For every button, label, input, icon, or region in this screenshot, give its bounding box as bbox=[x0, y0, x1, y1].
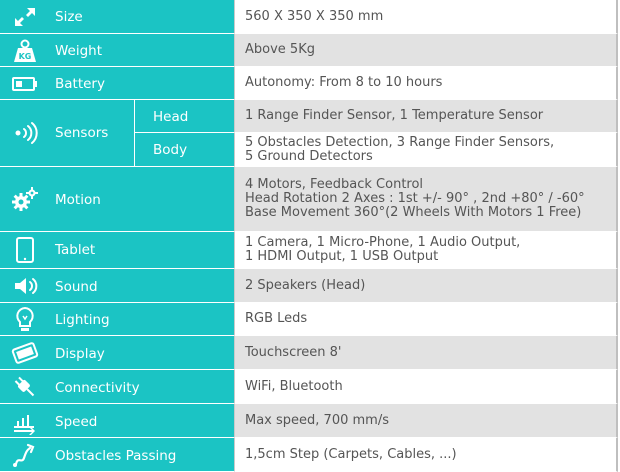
spec-value-display bbox=[234, 336, 618, 370]
spec-value-sound bbox=[234, 269, 618, 303]
value-text: RGB Leds bbox=[245, 311, 308, 326]
spec-row-battery bbox=[0, 67, 620, 100]
category-size bbox=[0, 0, 234, 34]
speed-icon bbox=[10, 406, 40, 436]
spec-value-lighting bbox=[234, 303, 618, 336]
spec-value-speed bbox=[234, 404, 618, 438]
value-text: 560 X 350 X 350 mm bbox=[245, 8, 384, 24]
subcategory-head bbox=[134, 100, 234, 133]
plug-icon bbox=[10, 372, 40, 402]
spec-value-size bbox=[234, 0, 618, 34]
gears-icon bbox=[10, 185, 40, 215]
category-motion bbox=[0, 167, 234, 232]
value-text: 2 Speakers (Head) bbox=[245, 277, 366, 293]
spec-value-battery bbox=[234, 67, 618, 100]
value-text: 1,5cm Step (Carpets, Cables, ...) bbox=[245, 446, 457, 462]
category-tablet bbox=[0, 232, 234, 269]
sensor-waves-icon bbox=[10, 118, 40, 148]
category-weight bbox=[0, 34, 234, 67]
subcategory-label: Head bbox=[153, 109, 189, 125]
category-label: Weight bbox=[55, 43, 103, 59]
category-label: Sensors bbox=[55, 125, 109, 141]
category-speed bbox=[0, 404, 234, 438]
value-text: 1 Camera, 1 Micro-Phone, 1 Audio Output, bbox=[245, 235, 521, 250]
category-lighting bbox=[0, 303, 234, 336]
value-text: WiFi, Bluetooth bbox=[245, 378, 343, 394]
spec-value-obstacles bbox=[234, 438, 618, 472]
category-sensors bbox=[0, 100, 134, 167]
category-label: Speed bbox=[55, 414, 98, 430]
category-label: Display bbox=[55, 346, 105, 362]
category-battery bbox=[0, 67, 234, 100]
spec-row-lighting bbox=[0, 303, 620, 336]
svg-text:KG: KG bbox=[18, 52, 32, 61]
value-text: Touchscreen 8' bbox=[245, 344, 342, 360]
value-text: Autonomy: From 8 to 10 hours bbox=[245, 75, 443, 90]
weight-icon bbox=[10, 36, 40, 66]
value-text: 4 Motors, Feedback Control bbox=[245, 177, 424, 192]
category-label: Lighting bbox=[55, 312, 110, 328]
tablet-icon bbox=[10, 235, 40, 265]
spec-row-speed bbox=[0, 404, 620, 438]
value-text: Head Rotation 2 Axes : 1st +/- 90° , 2nd +80° / -60° bbox=[245, 191, 585, 206]
spec-row-size bbox=[0, 0, 620, 34]
category-label: Motion bbox=[55, 192, 101, 208]
value-text: 1 Range Finder Sensor, 1 Temperature Sensor bbox=[245, 108, 544, 123]
spec-value-weight bbox=[234, 34, 618, 67]
subcategory-body bbox=[134, 133, 234, 167]
category-display bbox=[0, 336, 234, 370]
value-text: 5 Ground Detectors bbox=[245, 148, 373, 164]
value-text: Above 5Kg bbox=[245, 42, 315, 57]
speaker-icon bbox=[10, 271, 40, 301]
category-connectivity bbox=[0, 370, 234, 404]
value-text: Max speed, 700 mm/s bbox=[245, 412, 389, 428]
display-icon bbox=[10, 338, 40, 368]
category-label: Sound bbox=[55, 279, 98, 295]
category-obstacles bbox=[0, 438, 234, 472]
spec-value-sensors-body bbox=[234, 133, 618, 167]
spec-row-motion bbox=[0, 167, 620, 232]
spec-row-connectivity bbox=[0, 370, 620, 404]
spec-row-sensors bbox=[0, 100, 620, 167]
subcategory-label: Body bbox=[153, 142, 188, 158]
category-label: Size bbox=[55, 9, 83, 25]
spec-row-obstacles bbox=[0, 438, 620, 472]
spec-value-motion bbox=[234, 167, 618, 232]
spec-row-tablet bbox=[0, 232, 620, 269]
spec-row-sound bbox=[0, 269, 620, 303]
spec-row-display bbox=[0, 336, 620, 370]
category-sound bbox=[0, 269, 234, 303]
resize-arrows-icon bbox=[10, 2, 40, 32]
spec-value-tablet bbox=[234, 232, 618, 269]
lightbulb-icon bbox=[10, 304, 40, 334]
category-label: Connectivity bbox=[55, 380, 140, 396]
value-text: 1 HDMI Output, 1 USB Output bbox=[245, 249, 439, 264]
spec-value-sensors-head bbox=[234, 100, 618, 133]
category-label: Battery bbox=[55, 76, 105, 92]
value-text: 5 Obstacles Detection, 3 Range Finder Sensors, bbox=[245, 134, 555, 150]
category-label: Tablet bbox=[55, 242, 96, 258]
spec-row-weight bbox=[0, 34, 620, 67]
spec-value-connectivity bbox=[234, 370, 618, 404]
category-label: Obstacles Passing bbox=[55, 448, 177, 464]
obstacle-path-icon bbox=[10, 440, 40, 470]
value-text: Base Movement 360°(2 Wheels With Motors 1 Free) bbox=[245, 205, 582, 220]
battery-icon bbox=[10, 69, 40, 99]
